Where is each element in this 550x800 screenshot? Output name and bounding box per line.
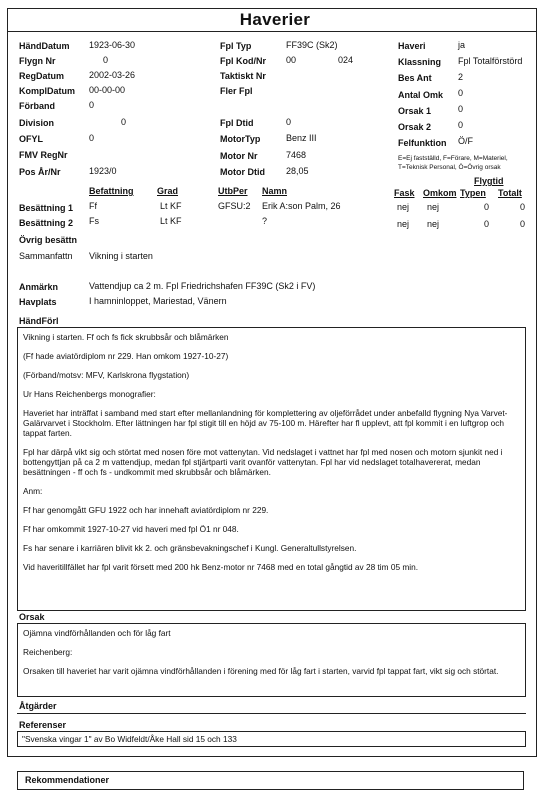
- besattning1-befattning: Ff: [89, 201, 97, 211]
- flygn-value: 0: [103, 55, 109, 65]
- handforl-paragraph: (Ff hade aviatördiplom nr 229. Han omkom 1927-10-27): [23, 351, 229, 361]
- fmv-regnr-label: FMV RegNr: [19, 150, 68, 160]
- handforl-paragraph: Fpl har därpå vikt sig och störtat med nosen före mot vattenytan. Vid nedslaget i vattnet har fpl med nosen och motorn sjunkit ned i bottengyttjan på ca 2 m vattendjup, medan fpl stjärtparti varit ovanför vattenytan. Fpl har vid nedslaget totalhavererat, medan besättningen - ff och fs - undkommit med skrubbsår och blåmärken.: [23, 447, 503, 477]
- rekommendationer-title: Rekommendationer: [25, 775, 110, 785]
- fpl-kod-value: 00: [286, 55, 297, 65]
- referenser-title: Referenser: [19, 720, 67, 730]
- totalt-header: Totalt: [498, 188, 522, 198]
- orsak1-value: 0: [458, 104, 464, 114]
- besattning1-namn: Erik A:son Palm, 26: [262, 201, 341, 211]
- antal-omk-value: 0: [458, 88, 464, 98]
- omkom-header: Omkom: [423, 188, 457, 198]
- division-label: Division: [19, 118, 55, 128]
- namn-header: Namn: [262, 186, 288, 196]
- ovrig-besattning-label: Övrig besättn: [19, 235, 78, 245]
- forband-label: Förband: [19, 101, 55, 111]
- haveri-value: ja: [458, 40, 466, 50]
- orsak-box: [17, 623, 526, 697]
- orsak2-value: 0: [458, 120, 464, 130]
- orsak-paragraph: Orsaken till haveriet har varit ojämna vindförhållanden i förening med för låg fart i starten, varvid fpl tappat fart, vikt sig och störtat.: [23, 666, 499, 676]
- crew2-fask: nej: [397, 219, 410, 229]
- handforl-paragraph: (Förband/motsv: MFV, Karlskrona flygstation): [23, 370, 190, 380]
- havplats-value: I hamninloppet, Mariestad, Vänern: [89, 296, 227, 306]
- orsak-title: Orsak: [19, 612, 45, 622]
- fpl-nr-value: 024: [338, 55, 354, 65]
- handforl-paragraph: Vid haveritillfället har fpl varit försett med 200 hk Benz-motor nr 7468 med en total gångtid av 28 tim 05 min.: [23, 562, 419, 572]
- besattning2-grad: Lt KF: [160, 216, 182, 226]
- title-divider: [7, 31, 537, 32]
- fpl-kod-label: Fpl Kod/Nr: [220, 56, 266, 66]
- handforl-paragraph: Fs har senare i karriären blivit kk 2. och gränsbevakningschef i Kungl. Generaltullstyrelsen.: [23, 543, 357, 553]
- taktiskt-nr-label: Taktiskt Nr: [220, 71, 266, 81]
- motor-dtid-value: 28,05: [286, 166, 309, 176]
- utbper-header: UtbPer: [218, 186, 248, 196]
- haveri-label: Haveri: [398, 41, 426, 51]
- referenser-text: "Svenska vingar 1" av Bo Widfeldt/Åke Hall sid 15 och 133: [22, 734, 237, 744]
- crew1-fask: nej: [397, 202, 410, 212]
- referenser-box: [17, 731, 526, 747]
- klassning-value: Fpl Totalförstörd: [458, 56, 523, 66]
- orsak-legend-line2: T=Teknisk Personal, Ö=Övrig orsak: [398, 164, 501, 171]
- antal-omk-label: Antal Omk: [398, 90, 444, 100]
- crew1-typen: 0: [484, 202, 490, 212]
- atgarder-title: Åtgärder: [19, 701, 57, 711]
- rekommendationer-box: [17, 771, 524, 790]
- handforl-box: [17, 327, 526, 611]
- grad-header: Grad: [157, 186, 179, 196]
- division-value: 0: [121, 117, 127, 127]
- anmarkn-value: Vattendjup ca 2 m. Fpl Friedrichshafen FF39C (Sk2 i FV): [89, 281, 316, 291]
- regdatum-value: 2002-03-26: [89, 70, 136, 80]
- typen-header: Typen: [460, 188, 486, 198]
- sammanfattn-value: Vikning i starten: [89, 251, 153, 261]
- havplats-label: Havplats: [19, 297, 57, 307]
- ofyl-label: OFYL: [19, 134, 43, 144]
- kompldatum-value: 00-00-00: [89, 85, 126, 95]
- bes-ant-label: Bes Ant: [398, 73, 432, 83]
- kompldatum-label: KomplDatum: [19, 86, 75, 96]
- besattning1-label: Besättning 1: [19, 203, 74, 213]
- motor-nr-value: 7468: [286, 150, 307, 160]
- bes-ant-value: 2: [458, 72, 464, 82]
- crew2-totalt: 0: [520, 219, 526, 229]
- motortyp-label: MotorTyp: [220, 134, 261, 144]
- motortyp-value: Benz III: [286, 133, 317, 143]
- klassning-label: Klassning: [398, 57, 442, 67]
- orsak-paragraph: Reichenberg:: [23, 647, 73, 657]
- regdatum-label: RegDatum: [19, 71, 65, 81]
- handforl-text: [23, 332, 520, 581]
- befattning-header: Befattning: [89, 186, 134, 196]
- motor-dtid-label: Motor Dtid: [220, 167, 265, 177]
- besattning1-utbper: GFSU:2: [218, 201, 251, 211]
- orsak1-label: Orsak 1: [398, 106, 432, 116]
- handforl-paragraph: Ff har omkommit 1927-10-27 vid haveri med fpl Ö1 nr 048.: [23, 524, 239, 534]
- forband-value: 0: [89, 100, 95, 110]
- fler-fpl-label: Fler Fpl: [220, 86, 253, 96]
- page-title: Haverier: [239, 10, 311, 29]
- ofyl-value: 0: [89, 133, 95, 143]
- crew2-typen: 0: [484, 219, 490, 229]
- fpl-typ-value: FF39C (Sk2): [286, 40, 338, 50]
- motor-nr-label: Motor Nr: [220, 151, 258, 161]
- felfunktion-label: Felfunktion: [398, 138, 447, 148]
- handforl-paragraph: Vikning i starten. Ff och fs fick skrubbsår och blåmärken: [23, 332, 229, 342]
- handforl-paragraph: Haveriet har inträffat i samband med start efter mellanlandning för komplettering av oljeförrådet under anbefalld flygning Nya Varvet-Galärvarvet i Stockholm. Efter lättningen har fpl stigit till en höjd av 75-100 m. Härefter har fl upplevt, att fpl kommit i en luftgrop och tappat farten.: [23, 408, 508, 438]
- crew2-omkom: nej: [427, 219, 440, 229]
- handforl-paragraph: Ff har genomgått GFU 1922 och har innehaft aviatördiplom nr 229.: [23, 505, 269, 515]
- orsak-text: [23, 628, 520, 685]
- besattning2-label: Besättning 2: [19, 218, 74, 228]
- pos-label: Pos År/Nr: [19, 167, 61, 177]
- orsak-legend-line1: E=Ej fastställd, F=Förare, M=Materiel,: [398, 155, 508, 162]
- fpl-typ-label: Fpl Typ: [220, 41, 252, 51]
- crew1-omkom: nej: [427, 202, 440, 212]
- handdatum-value: 1923-06-30: [89, 40, 136, 50]
- felfunktion-value: Ö/F: [458, 136, 473, 146]
- besattning1-grad: Lt KF: [160, 201, 182, 211]
- flygn-label: Flygn Nr: [19, 56, 56, 66]
- orsak-paragraph: Ojämna vindförhållanden och för låg fart: [23, 628, 171, 638]
- handdatum-label: HändDatum: [19, 41, 70, 51]
- besattning2-namn: ?: [262, 216, 268, 226]
- flygtid-header: Flygtid: [474, 176, 504, 186]
- handforl-paragraph: Ur Hans Reichenbergs monografier:: [23, 389, 156, 399]
- fask-header: Fask: [394, 188, 415, 198]
- atgarder-divider: [17, 713, 526, 714]
- pos-value: 1923/0: [89, 166, 117, 176]
- handforl-title: HändFörl: [19, 316, 59, 326]
- crew1-totalt: 0: [520, 202, 526, 212]
- handforl-paragraph: Anm:: [23, 486, 43, 496]
- sammanfattn-label: Sammanfattn: [19, 251, 73, 261]
- fpl-dtid-label: Fpl Dtid: [220, 118, 254, 128]
- orsak2-label: Orsak 2: [398, 122, 432, 132]
- besattning2-befattning: Fs: [89, 216, 99, 226]
- anmarkn-label: Anmärkn: [19, 282, 59, 292]
- fpl-dtid-value: 0: [286, 117, 292, 127]
